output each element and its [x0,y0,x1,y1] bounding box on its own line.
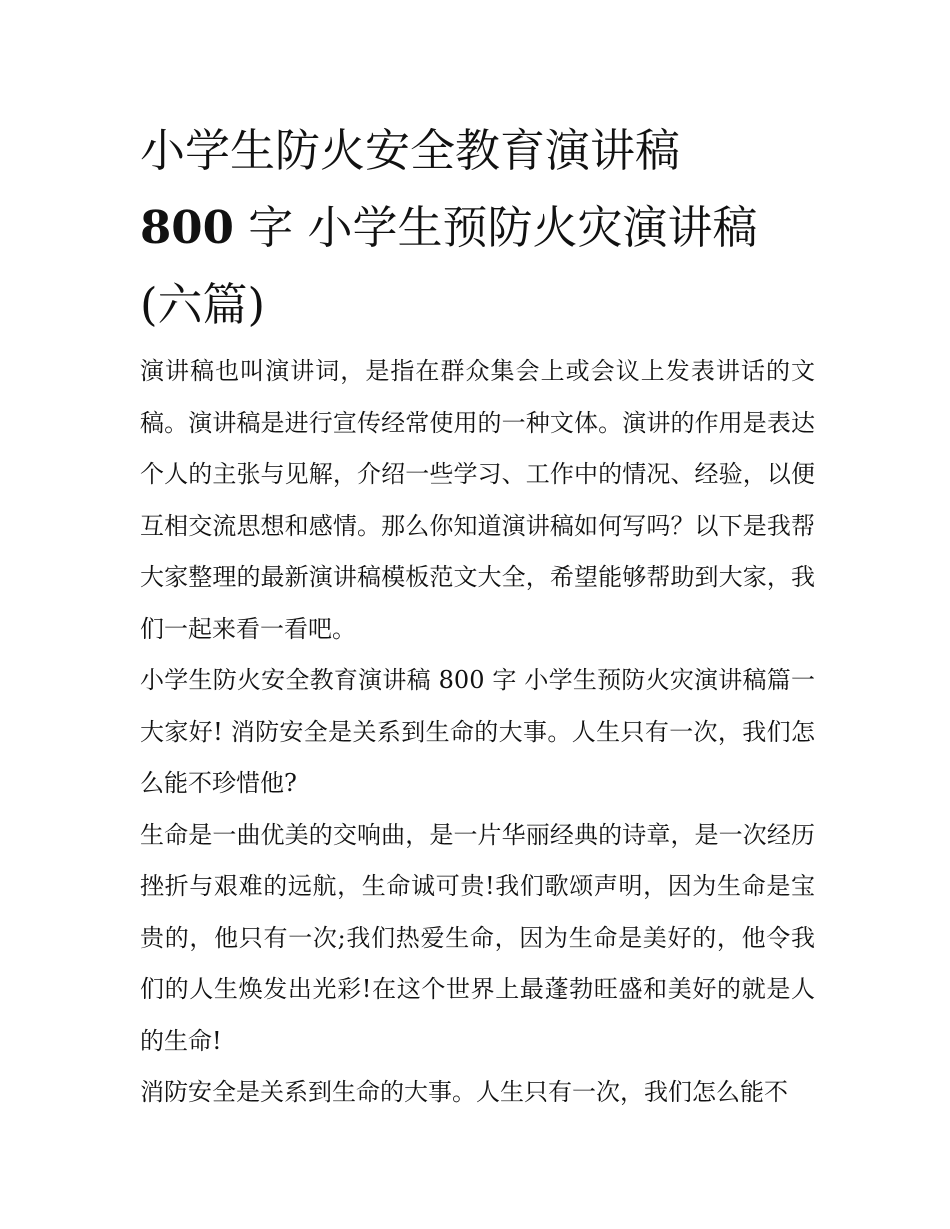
title-part-1: 小学生防火安全教育演讲稿 [140,124,681,177]
document-title [140,112,815,343]
intro-paragraph: 演讲稿也叫演讲词，是指在群众集会上或会议上发表讲话的文稿。演讲稿是进行宣传经常使用的一种文体。演讲的作用是表达个人的主张与见解，介绍一些学习、工作中的情况、经验，以便互相交流思想和感情。那么你知道演讲稿如何写吗？以下是我帮大家整理的最新演讲稿模板范文大全，希望能够帮助到大家，我们一起来看一看吧。 [140,357,815,643]
document-content [140,112,815,1119]
title-part-3: (六篇) [140,278,266,331]
speech-heading-paragraph: 小学生防火安全教育演讲稿 800 字 小学生预防火灾演讲稿篇一 大家好! 消防安全是关系到生命的大事。人生只有一次，我们怎么能不珍惜他? [140,666,815,797]
title-part-2: 字 小学生预防火灾演讲稿 [233,201,758,254]
fire-safety-paragraph: 消防安全是关系到生命的大事。人生只有一次，我们怎么能不 [140,1078,788,1106]
life-paragraph: 生命是一曲优美的交响曲，是一片华丽经典的诗章，是一次经历挫折与艰难的远航，生命诚可贵!我们歌颂声明，因为生命是宝贵的，他只有一次;我们热爱生命，因为生命是美好的，他令我们的人生焕发出光彩!在这个世界上最蓬勃旺盛和美好的就是人的生命! [140,820,815,1055]
title-number: 800 [140,201,234,254]
